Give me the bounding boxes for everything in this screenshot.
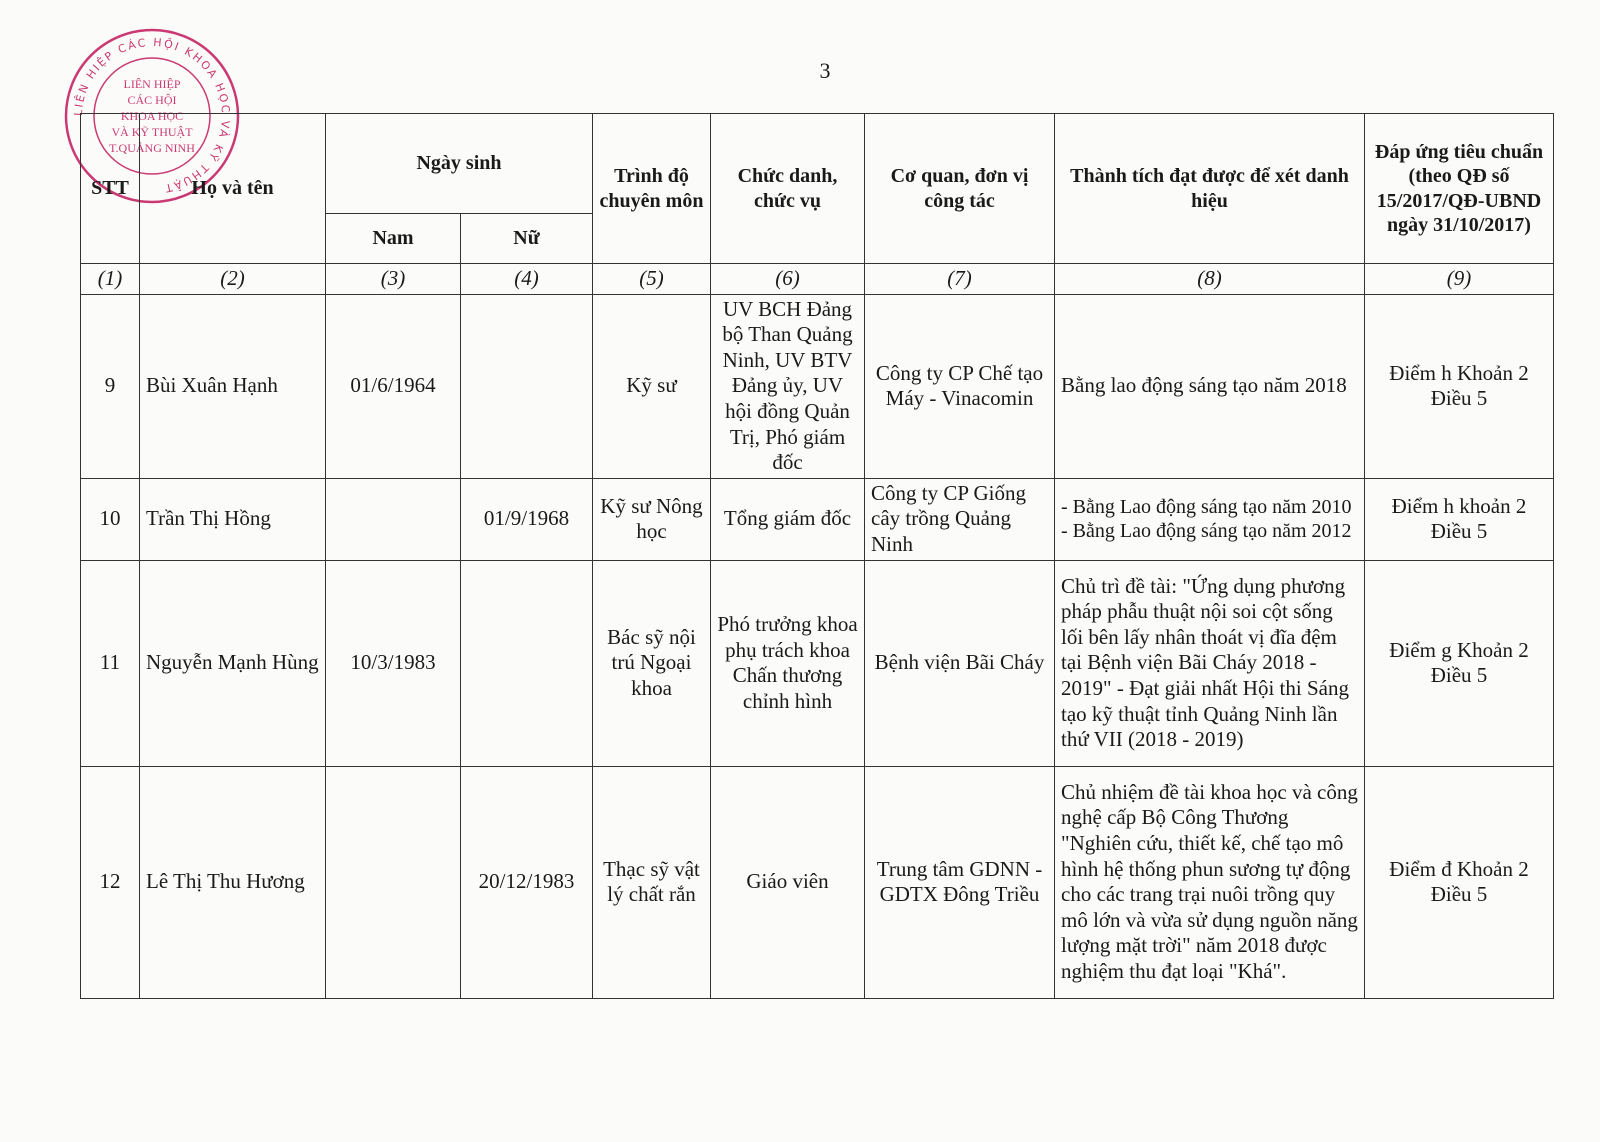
column-number: (4) [461, 264, 593, 295]
cell-trinh-do: Kỹ sư [593, 294, 711, 478]
column-number: (9) [1365, 264, 1554, 295]
header-nu: Nữ [461, 214, 593, 264]
nominee-table [80, 113, 1554, 999]
cell-nu [461, 560, 593, 766]
cell-trinh-do: Kỹ sư Nông học [593, 478, 711, 560]
cell-thanh-tich: Chủ nhiệm đề tài khoa học và công nghệ cấp Bộ Công Thương "Nghiên cứu, thiết kế, chế tạo mô hình hệ thống phun sương tự động cho các trang trại nuôi trồng quy mô lớn và vừa sử dụng nguồn năng lượng mặt trời" năm 2018 được nghiệm thu đạt loại "Khá". [1055, 766, 1365, 998]
cell-nam [326, 478, 461, 560]
column-number: (7) [865, 264, 1055, 295]
header-thanh-tich: Thành tích đạt được để xét danh hiệu [1055, 114, 1365, 264]
cell-thanh-tich [1055, 478, 1365, 560]
cell-thanh-tich: Chủ trì đề tài: "Ứng dụng phương pháp phẫu thuật nội soi cột sống lối bên lấy nhân thoát vị đĩa đệm tại Bệnh viện Bãi Cháy 2018 - 2019" - Đạt giải nhất Hội thi Sáng tạo kỹ thuật tỉnh Quảng Ninh lần thứ VII (2018 - 2019) [1055, 560, 1365, 766]
cell-co-quan: Trung tâm GDNN - GDTX Đông Triều [865, 766, 1055, 998]
column-number: (3) [326, 264, 461, 295]
header-co-quan: Cơ quan, đơn vị công tác [865, 114, 1055, 264]
cell-nam: 10/3/1983 [326, 560, 461, 766]
cell-co-quan: Công ty CP Chế tạo Máy - Vinacomin [865, 294, 1055, 478]
cell-thanh-tich: Bằng lao động sáng tạo năm 2018 [1055, 294, 1365, 478]
cell-nam [326, 766, 461, 998]
cell-ho-ten: Lê Thị Thu Hương [140, 766, 326, 998]
table-row [81, 478, 1554, 560]
svg-text:CÁC HỘI: CÁC HỘI [127, 93, 177, 107]
cell-dap-ung: Điểm g Khoản 2 Điều 5 [1365, 560, 1554, 766]
svg-text:VÀ KỸ THUẬT: VÀ KỸ THUẬT [111, 125, 193, 139]
cell-trinh-do: Bác sỹ nội trú Ngoại khoa [593, 560, 711, 766]
cell-co-quan: Công ty CP Giống cây trồng Quảng Ninh [865, 478, 1055, 560]
page-number: 3 [819, 58, 831, 83]
cell-stt: 12 [81, 766, 140, 998]
table-row [81, 294, 1554, 478]
cell-stt: 11 [81, 560, 140, 766]
cell-chuc-danh: Giáo viên [711, 766, 865, 998]
cell-dap-ung: Điểm h khoản 2 Điều 5 [1365, 478, 1554, 560]
header-stt: STT [81, 114, 140, 264]
cell-co-quan: Bệnh viện Bãi Cháy [865, 560, 1055, 766]
cell-ho-ten: Trần Thị Hồng [140, 478, 326, 560]
column-number: (5) [593, 264, 711, 295]
cell-chuc-danh: Phó trưởng khoa phụ trách khoa Chấn thương chỉnh hình [711, 560, 865, 766]
table-row [81, 766, 1554, 998]
column-number: (2) [140, 264, 326, 295]
header-trinh-do: Trình độ chuyên môn [593, 114, 711, 264]
header-chuc-danh: Chức danh, chức vụ [711, 114, 865, 264]
cell-nam: 01/6/1964 [326, 294, 461, 478]
cell-ho-ten: Nguyễn Mạnh Hùng [140, 560, 326, 766]
header-nam: Nam [326, 214, 461, 264]
cell-ho-ten: Bùi Xuân Hạnh [140, 294, 326, 478]
achievement-line: - Bằng Lao động sáng tạo năm 2012 [1061, 520, 1352, 543]
cell-chuc-danh: UV BCH Đảng bộ Than Quảng Ninh, UV BTV Đảng ủy, UV hội đồng Quản Trị, Phó giám đốc [711, 294, 865, 478]
svg-text:T.QUẢNG NINH: T.QUẢNG NINH [109, 141, 195, 155]
cell-nu: 20/12/1983 [461, 766, 593, 998]
cell-dap-ung: Điểm h Khoản 2 Điều 5 [1365, 294, 1554, 478]
cell-stt: 10 [81, 478, 140, 560]
stamp-ring-text: LIÊN HIỆP CÁC HỘI KHOA HỌC VÀ KỸ THUẬT [71, 35, 233, 196]
svg-text:LIÊN HIỆP: LIÊN HIỆP [123, 77, 181, 91]
column-number: (8) [1055, 264, 1365, 295]
column-number: (1) [81, 264, 140, 295]
cell-dap-ung: Điểm đ Khoản 2 Điều 5 [1365, 766, 1554, 998]
cell-nu [461, 294, 593, 478]
table-row [81, 560, 1554, 766]
cell-stt: 9 [81, 294, 140, 478]
header-ho-ten: Họ và tên [140, 114, 326, 264]
cell-trinh-do: Thạc sỹ vật lý chất rắn [593, 766, 711, 998]
header-ngay-sinh: Ngày sinh [326, 114, 593, 214]
svg-text:KHOA HỌC: KHOA HỌC [120, 109, 184, 123]
achievement-line: - Bằng Lao động sáng tạo năm 2010 [1061, 495, 1352, 518]
cell-nu: 01/9/1968 [461, 478, 593, 560]
cell-chuc-danh: Tổng giám đốc [711, 478, 865, 560]
header-dap-ung: Đáp ứng tiêu chuẩn (theo QĐ số 15/2017/QĐ-UBND ngày 31/10/2017) [1365, 114, 1554, 264]
column-number: (6) [711, 264, 865, 295]
